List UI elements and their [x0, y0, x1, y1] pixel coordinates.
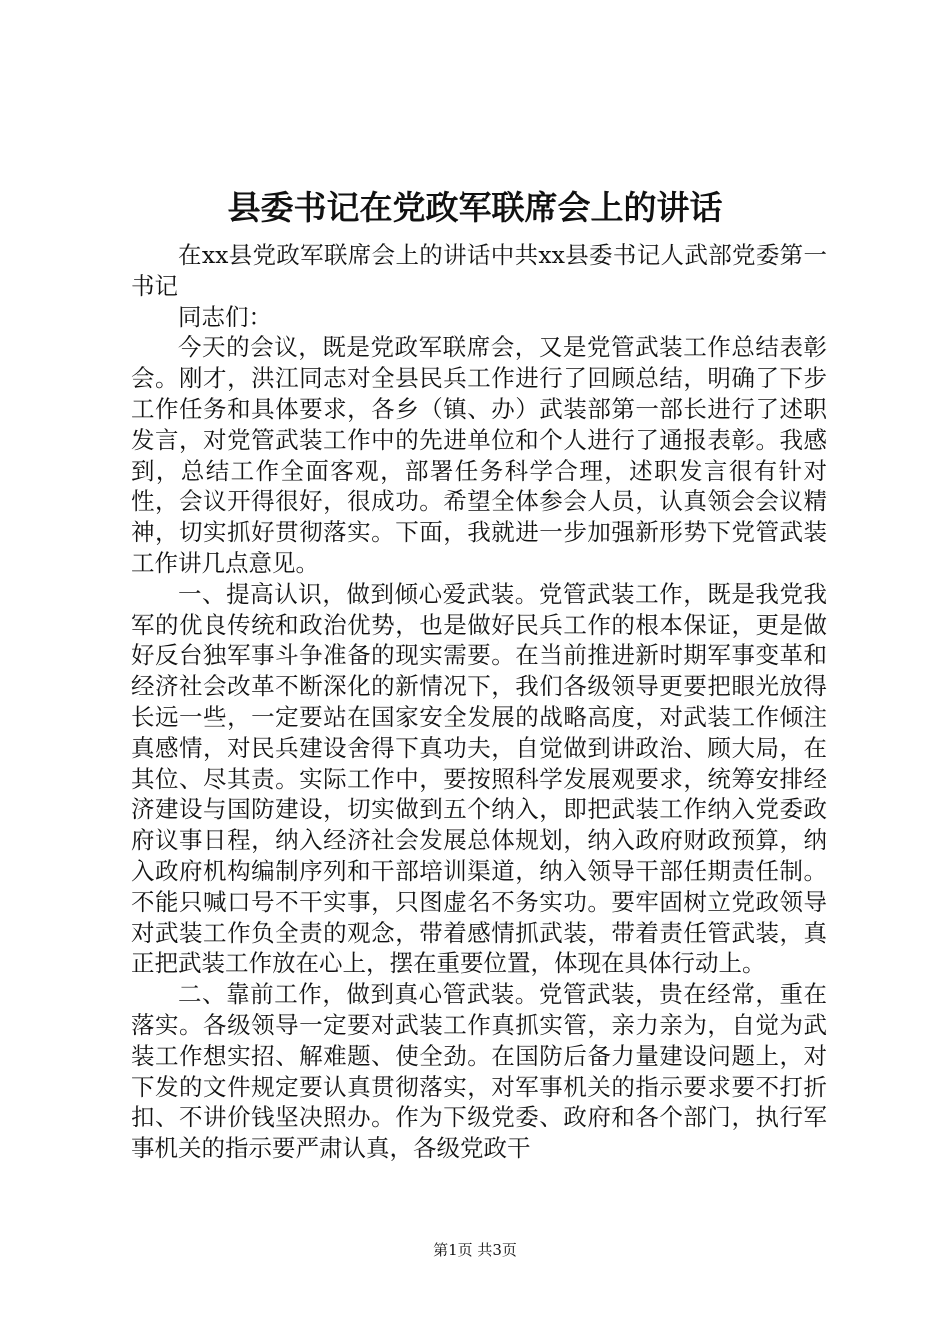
body-paragraph: 二、靠前工作，做到真心管武装。党管武装，贵在经常，重在落实。各级领导一定要对武装工作真抓实管，亲力亲为，自觉为武装工作想实招、解难题、使全劲。在国防后备力量建设问题上，对下发的文件规定要认真贯彻落实，对军事机关的指示要求要不打折扣、不讲价钱坚决照办。作为下级党委、政府和各个部门，执行军事机关的指示要严肃认真，各级党政干: [131, 980, 827, 1163]
page-number: 第1页 共3页: [433, 1241, 517, 1259]
body-paragraph: 在xx县党政军联席会上的讲话中共xx县委书记人武部党委第一书记: [131, 241, 827, 300]
document-body: [131, 240, 827, 1164]
document-title: 县委书记在党政军联席会上的讲话: [227, 188, 723, 227]
body-paragraph: 今天的会议，既是党政军联席会，又是党管武装工作总结表彰会。刚才，洪江同志对全县民兵工作进行了回顾总结，明确了下步工作任务和具体要求，各乡（镇、办）武装部第一部长进行了述职发言，对党管武装工作中的先进单位和个人进行了通报表彰。我感到，总结工作全面客观，部署任务科学合理，述职发言很有针对性，会议开得很好，很成功。希望全体参会人员，认真领会会议精神，切实抓好贯彻落实。下面，我就进一步加强新形势下党管武装工作讲几点意见。: [131, 333, 827, 577]
body-paragraph: 一、提高认识，做到倾心爱武装。党管武装工作，既是我党我军的优良传统和政治优势，也是做好民兵工作的根本保证，更是做好反台独军事斗争准备的现实需要。在当前推进新时期军事变革和经济社会改革不断深化的新情况下，我们各级领导更要把眼光放得长远一些，一定要站在国家安全发展的战略高度，对武装工作倾注真感情，对民兵建设舍得下真功夫，自觉做到讲政治、顾大局，在其位、尽其责。实际工作中，要按照科学发展观要求，统筹安排经济建设与国防建设，切实做到五个纳入，即把武装工作纳入党委政府议事日程，纳入经济社会发展总体规划，纳入政府财政预算，纳入政府机构编制序列和干部培训渠道，纳入领导干部任期责任制。不能只喊口号不干实事，只图虚名不务实功。要牢固树立党政领导对武装工作负全责的观念，带着感情抓武装，带着责任管武装，真正把武装工作放在心上，摆在重要位置，体现在具体行动上。: [131, 579, 827, 978]
body-paragraph: 同志们：: [178, 302, 272, 331]
